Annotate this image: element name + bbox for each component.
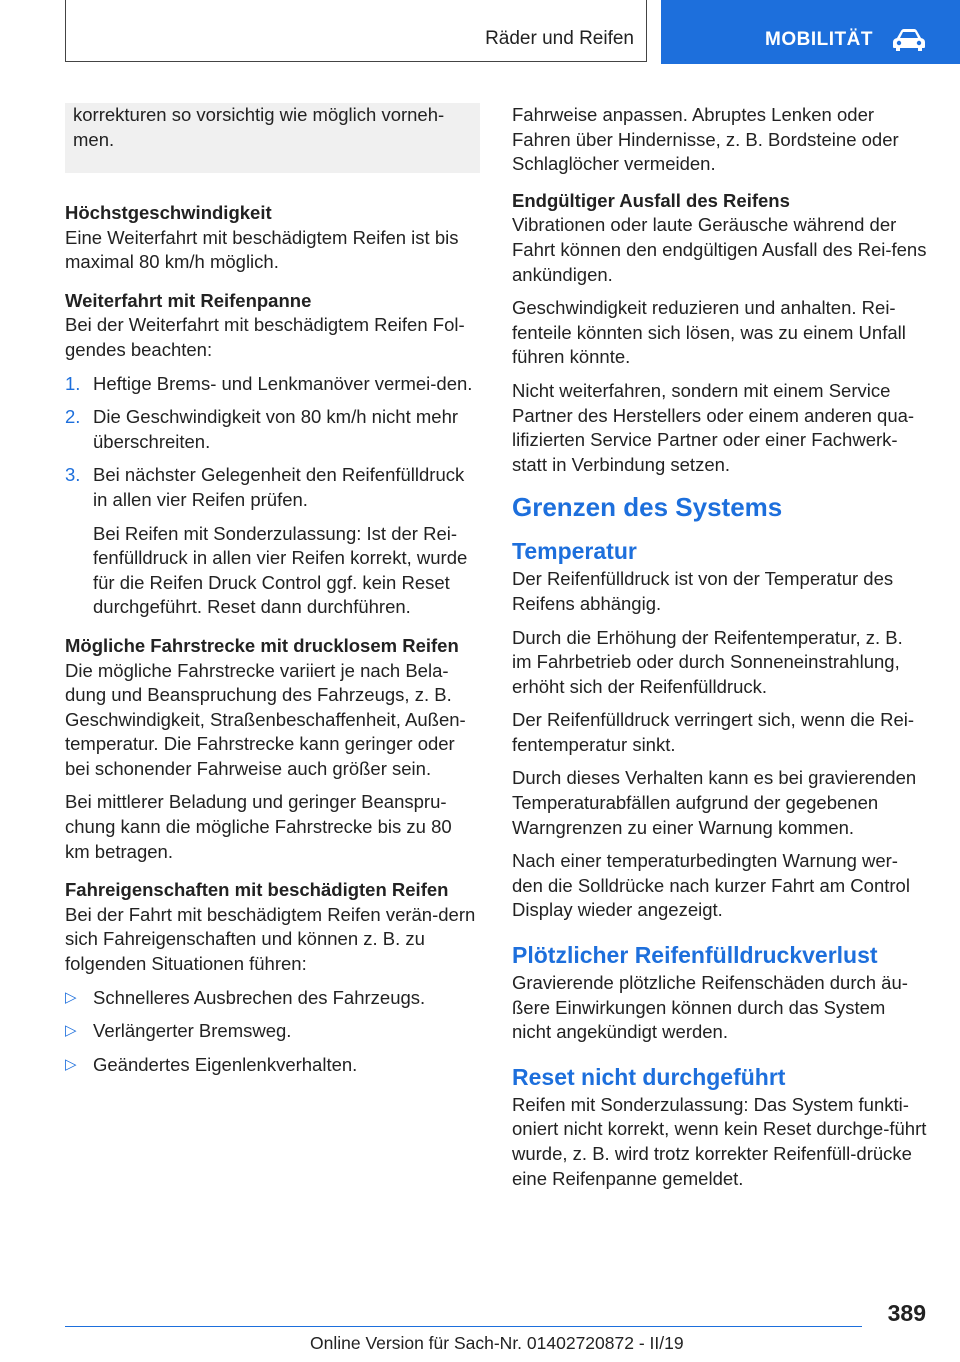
list-item xyxy=(65,372,480,397)
distance-title: Mögliche Fahrstrecke mit drucklosem Reifen xyxy=(65,634,459,656)
step-number: 1. xyxy=(65,372,81,394)
handling-title: Fahreigenschaften mit beschädigten Reifen xyxy=(65,879,449,901)
header-section-title: Räder und Reifen xyxy=(485,28,634,49)
failure-text-2: Geschwindigkeit reduzieren und anhalten. Rei-fenteile könnten sich lösen, was zu einem Unfall führen könnte. xyxy=(512,297,906,368)
steps-list xyxy=(65,372,480,620)
temperature-text-5: Nach einer temperaturbedingten Warnung wer-den die Solldrücke nach kurzer Fahrt am Control Display wieder angezeigt. xyxy=(512,850,910,921)
continue-title: Weiterfahrt mit Reifenpanne xyxy=(65,289,312,311)
list-item xyxy=(65,405,480,454)
header-chapter-title: MOBILITÄT xyxy=(765,29,873,50)
bullets-list xyxy=(65,986,480,1078)
failure-section xyxy=(512,189,927,478)
failure-title: Endgültiger Ausfall des Reifens xyxy=(512,189,790,211)
bullet-text: Verlängerter Bremsweg. xyxy=(93,1020,292,1042)
left-column xyxy=(65,103,480,1091)
list-item xyxy=(65,463,480,620)
pressure-loss-heading: Plötzlicher Reifenfülldruckverlust xyxy=(512,942,878,969)
reset-text: Reifen mit Sonderzulassung: Das System funkti-oniert nicht korrekt, wenn kein Reset durchge-führt wurde, z. B. wird trotz korrekter Reifenfüll-drücke eine Reifenpanne gemeldet. xyxy=(512,1093,927,1189)
step-number: 3. xyxy=(65,464,81,486)
driving-text: Fahrweise anpassen. Abruptes Lenken oder Fahren über Hindernisse, z. B. Bordsteine oder Schlaglöcher vermeiden. xyxy=(512,104,899,175)
continue-intro: Bei der Weiterfahrt mit beschädigtem Reifen Fol-gendes beachten: xyxy=(65,314,465,360)
header-chapter-tab xyxy=(661,0,960,64)
footer-divider xyxy=(65,1326,862,1327)
temperature-text-3: Der Reifenfülldruck verringert sich, wenn die Rei-fentemperatur sinkt. xyxy=(512,709,915,755)
temperature-text-4: Durch dieses Verhalten kann es bei gravierenden Temperaturabfällen aufgrund der gegebenen Warngrenzen zu einer Warnung kommen. xyxy=(512,767,917,838)
step-text: Heftige Brems- und Lenkmanöver vermei-den. xyxy=(93,372,473,394)
list-item xyxy=(65,1019,480,1044)
triangle-bullet-icon: ▷ xyxy=(65,1022,77,1040)
footer-text: Online Version für Sach-Nr. 01402720872 - II/19 xyxy=(310,1333,684,1353)
temperature-text-2: Durch die Erhöhung der Reifentemperatur, z. B. im Fahrbetrieb oder durch Sonneneinstrahlung, erhöht sich der Reifenfülldruck. xyxy=(512,626,903,697)
step-number: 2. xyxy=(65,406,81,428)
right-column xyxy=(512,103,927,1200)
note-text: korrekturen so vorsichtig wie möglich vorneh-men. xyxy=(73,104,445,150)
header-section-box xyxy=(65,0,647,62)
speed-text: Eine Weiterfahrt mit beschädigtem Reifen ist bis maximal 80 km/h möglich. xyxy=(65,226,459,273)
step-extra: Bei Reifen mit Sonderzulassung: Ist der Rei-fenfülldruck in allen vier Reifen korrekt, wurde für die Reifen Druck Control ggf. kein Reset durchgeführt. Reset dann durchführen. xyxy=(93,522,468,618)
step-text: Bei nächster Gelegenheit den Reifenfülldruck in allen vier Reifen prüfen. xyxy=(93,464,465,510)
handling-intro: Bei der Fahrt mit beschädigtem Reifen verän-dern sich Fahreigenschaften und können z. B. zu folgenden Situationen führen: xyxy=(65,903,476,975)
limits-heading: Grenzen des Systems xyxy=(512,492,783,523)
failure-text-1: Vibrationen oder laute Geräusche während der Fahrt können den endgültigen Ausfall des Rei-fens ankündigen. xyxy=(512,214,927,285)
temperature-heading: Temperatur xyxy=(512,538,637,565)
speed-section xyxy=(65,201,480,275)
continue-section xyxy=(65,289,480,620)
distance-text: Die mögliche Fahrstrecke variiert je nach Bela-dung und Beanspruchung des Fahrzeugs, z. B. Geschwindigkeit, Straßenbeschaffenheit, Außen-temperatur. Die Fahrstrecke kann geringer oder bei schonender Fahrweise auch größer sein. xyxy=(65,659,466,779)
failure-text-3: Nicht weiterfahren, sondern mit einem Service Partner des Herstellers oder einem anderen qua-lifizierten Service Partner oder einer Fachwerk-statt in Verbindung setzen. xyxy=(512,379,915,475)
temperature-text-1: Der Reifenfülldruck ist von der Temperatur des Reifens abhängig. xyxy=(512,568,894,614)
triangle-bullet-icon: ▷ xyxy=(65,988,77,1006)
car-icon xyxy=(891,28,927,52)
list-item xyxy=(65,1053,480,1078)
pressure-loss-text: Gravierende plötzliche Reifenschäden durch äu-ßere Einwirkungen können durch das System nicht angekündigt werden. xyxy=(512,972,908,1043)
bullet-text: Schnelleres Ausbrechen des Fahrzeugs. xyxy=(93,986,426,1008)
distance-text-2: Bei mittlerer Beladung und geringer Beanspru-chung kann die mögliche Fahrstrecke bis zu 80 km betragen. xyxy=(65,791,452,862)
reset-heading: Reset nicht durchgeführt xyxy=(512,1063,786,1090)
handling-section xyxy=(65,878,480,1077)
triangle-bullet-icon: ▷ xyxy=(65,1055,77,1073)
step-text: Die Geschwindigkeit von 80 km/h nicht mehr überschreiten. xyxy=(93,406,459,452)
list-item xyxy=(65,986,480,1011)
speed-title: Höchstgeschwindigkeit xyxy=(65,202,272,223)
bullet-text: Geändertes Eigenlenkverhalten. xyxy=(93,1053,358,1075)
page-number: 389 xyxy=(887,1300,926,1326)
note-box xyxy=(65,103,480,173)
distance-section xyxy=(65,634,480,864)
